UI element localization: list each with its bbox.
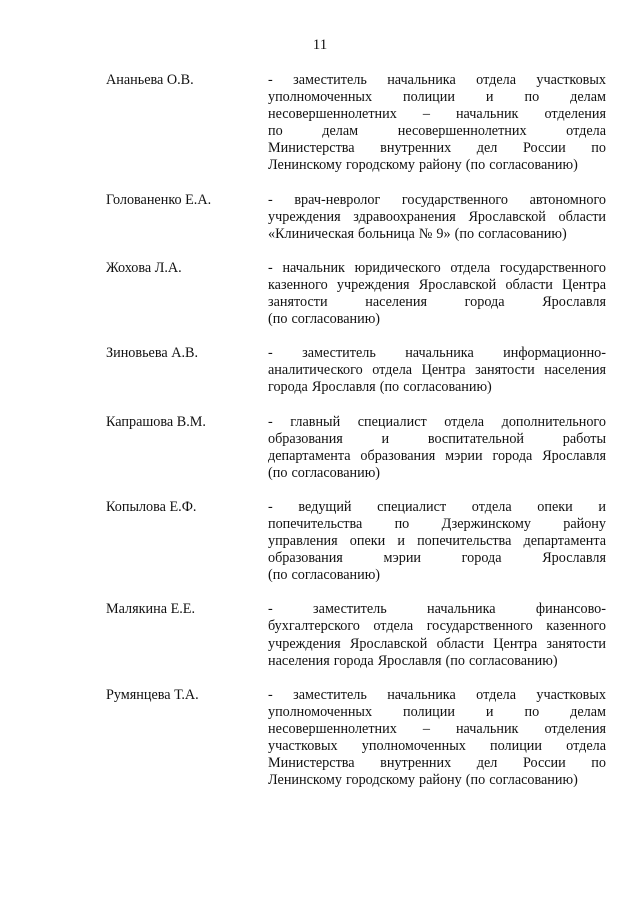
description-line: Министерства внутренних дел России по [268, 755, 606, 772]
description-line: - заместитель начальника информационно- [268, 345, 606, 362]
description-line: - начальник юридического отдела государственного [268, 259, 606, 276]
member-description [268, 687, 606, 790]
member-name: Зиновьева А.В. [106, 345, 199, 362]
description-line: - заместитель начальника отдела участковых [268, 72, 606, 88]
description-line: бухгалтерского отдела государственного казенного [268, 618, 606, 635]
description-line: учреждения Ярославской области Центра занятости [268, 635, 606, 652]
description-line: Ленинскому городскому району (по согласованию) [268, 772, 578, 789]
description-line: - врач-невролог государственного автономного [268, 191, 606, 208]
description-line: аналитического отдела Центра занятости населения [268, 362, 606, 379]
description-line: департамента образования мэрии города Ярославля [268, 447, 606, 464]
description-line: - заместитель начальника финансово- [268, 601, 606, 618]
member-name: Капрашова В.М. [106, 413, 206, 430]
member-name: Голованенко Е.А. [106, 191, 212, 208]
member-description [268, 260, 606, 328]
member-description [268, 72, 606, 175]
description-line: управления опеки и попечительства департамента [268, 533, 606, 550]
description-line: «Клиническая больница № 9» (по согласованию) [268, 225, 567, 242]
description-line: уполномоченных полиции и по делам [268, 703, 606, 720]
member-entry [106, 345, 606, 396]
description-line: населения города Ярославля (по согласованию) [268, 652, 558, 669]
description-line: - заместитель начальника отдела участковых [268, 686, 606, 703]
description-line: - главный специалист отдела дополнительного [268, 413, 606, 430]
description-line: попечительства по Дзержинскому району [268, 515, 606, 532]
description-line: уполномоченных полиции и по делам [268, 89, 606, 106]
member-entry [106, 192, 606, 243]
member-name: Копылова Е.Ф. [106, 498, 197, 515]
description-line: несовершеннолетних – начальник отделения [268, 720, 606, 737]
description-line: (по согласованию) [268, 311, 381, 328]
description-line: учреждения здравоохранения Ярославской области [268, 208, 606, 225]
member-name: Ананьева О.В. [106, 72, 194, 88]
description-line: несовершеннолетних – начальник отделения [268, 106, 606, 123]
description-line: казенного учреждения Ярославской области Центра [268, 276, 606, 293]
description-line: - ведущий специалист отдела опеки и [268, 498, 606, 515]
member-description [268, 414, 606, 482]
member-name: Малякина Е.Е. [106, 601, 195, 618]
description-line: (по согласованию) [268, 464, 381, 481]
member-description [268, 345, 606, 396]
page-number: 11 [312, 37, 328, 53]
member-entry [106, 687, 606, 790]
member-entry [106, 601, 606, 669]
description-line: участковых уполномоченных полиции отдела [268, 738, 606, 754]
member-roster [106, 72, 606, 789]
description-line: Министерства внутренних дел России по [268, 140, 606, 157]
member-description [268, 601, 606, 669]
member-description [268, 192, 606, 243]
description-line: образования и воспитательной работы [268, 430, 606, 447]
description-line: образования мэрии города Ярославля [268, 550, 606, 567]
description-line: (по согласованию) [268, 567, 381, 584]
member-entry [106, 260, 606, 328]
description-line: города Ярославля (по согласованию) [268, 379, 492, 396]
member-entry [106, 72, 606, 175]
member-entry [106, 499, 606, 584]
member-description [268, 499, 606, 584]
member-name: Жохова Л.А. [106, 259, 182, 276]
description-line: по делам несовершеннолетних отдела [268, 123, 606, 140]
member-name: Румянцева Т.А. [106, 686, 199, 703]
description-line: занятости населения города Ярославля [268, 294, 606, 311]
description-line: Ленинскому городскому району (по согласованию) [268, 157, 578, 174]
member-entry [106, 414, 606, 482]
